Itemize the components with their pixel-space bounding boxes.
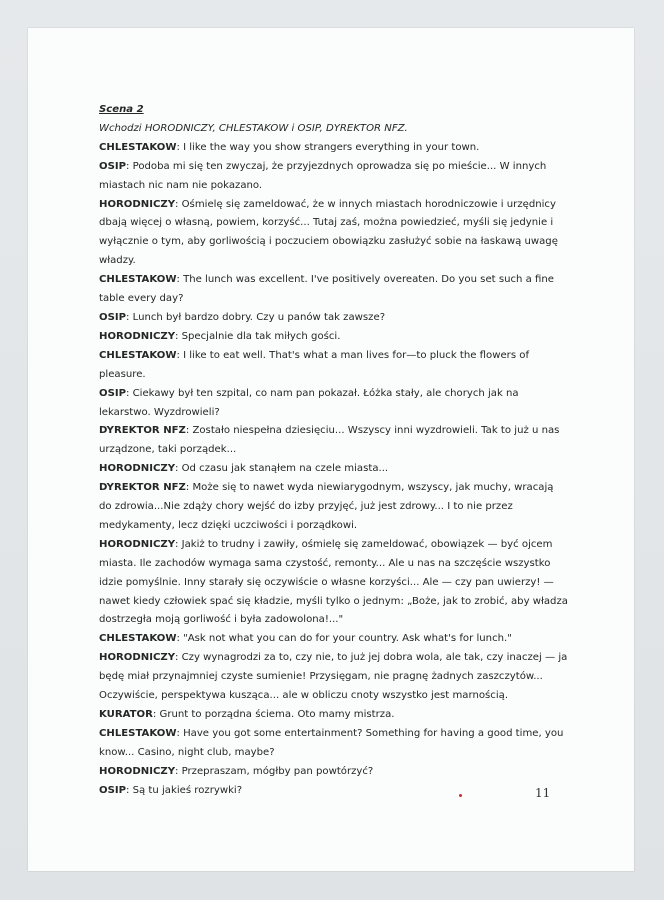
dialogue-line: DYREKTOR NFZ: Może się to nawet wyda niewiarygodnym, wszyscy, jak muchy, wracają do zdrowia...Nie zdąży chory wejść do izby przyjęć, już jest zdrowy... I to nie przez medykamenty, lecz dzięki uczciwości i porządkowi.: [99, 482, 554, 531]
play-text: [99, 101, 569, 801]
speaker-name: HORODNICZY: [99, 330, 175, 342]
speaker-name: OSIP: [99, 387, 127, 399]
speech-text: Ośmielę się zameldować, że w innych miastach horodniczowie i urzędnicy dbają więcej o własną, powiem, korzyść... Tutaj zaś, można powiedzieć, myśli się jedynie i wyłącznie o tym, aby gorliwością i poczuciem obowiązku zasłużyć sobie na łaskawą uwagę władzy.: [99, 198, 558, 267]
page-number: 11: [535, 786, 551, 800]
dialogue-line: HORODNICZY: Ośmielę się zameldować, że w innych miastach horodniczowie i urzędnicy dbają więcej o własną, powiem, korzyść... Tutaj zaś, można powiedzieć, myśli się jedynie i wyłącznie o tym, aby gorliwością i poczuciem obowiązku zasłużyć sobie na łaskawą uwagę władzy.: [99, 198, 558, 267]
speaker-name: HORODNICZY: [99, 198, 175, 210]
stage-direction: Wchodzi HORODNICZY, CHLESTAKOW i OSIP, DYREKTOR NFZ.: [99, 122, 408, 134]
dialogue-line: HORODNICZY: Specjalnie dla tak miłych gości.: [99, 330, 341, 342]
dialogue-line: CHLESTAKOW: The lunch was excellent. I've positively overeaten. Do you set such a fine table every day?: [99, 274, 554, 305]
scene-title: Scena 2: [99, 104, 144, 115]
speech-text: Są tu jakieś rozrywki?: [132, 784, 243, 796]
speech-text: Zostało niespełna dziesięciu... Wszyscy inni wyzdrowieli. Tak to już u nas urządzone, taki porządek...: [99, 425, 560, 456]
speech-text: Lunch był bardzo dobry. Czy u panów tak zawsze?: [132, 311, 386, 323]
speech-text: Może się to nawet wyda niewiarygodnym, wszyscy, jak muchy, wracają do zdrowia...Nie zdąży chory wejść do izby przyjęć, już jest zdrowy... I to nie przez medykamenty, lecz dzięki uczciwości i porządkowi.: [99, 482, 554, 531]
speech-text: Jakiż to trudny i zawiły, ośmielę się zameldować, obowiązek — być ojcem miasta. Ile zachodów wymaga sama czystość, remonty... Ale u nas na szczęście wszystko idzie pomyślnie. Inny starały się oczywiście o własne korzyści... Ale — czy pan uwierzy! — nawet kiedy człowiek spać się kładzie, myśli tylko o jednym: „Boże, jak to zrobić, aby władza dostrzegła moją gorliwość i była zadowolona!...": [99, 538, 568, 626]
speech-text: Grunt to porządna ściema. Oto mamy mistrza.: [159, 709, 395, 720]
speaker-name: CHLESTAKOW: [99, 633, 177, 645]
dialogue-line: DYREKTOR NFZ: Zostało niespełna dziesięciu... Wszyscy inni wyzdrowieli. Tak to już u nas urządzone, taki porządek...: [99, 425, 560, 456]
speech-text: "Ask not what you can do for your country. Ask what's for lunch.": [183, 633, 512, 645]
speaker-name: DYREKTOR NFZ: [99, 425, 186, 437]
dialogue-line: CHLESTAKOW: "Ask not what you can do for your country. Ask what's for lunch.": [99, 633, 512, 645]
speech-text: I like the way you show strangers everything in your town.: [183, 141, 480, 153]
dialogue-line: CHLESTAKOW: I like the way you show strangers everything in your town.: [99, 141, 480, 153]
speech-text: Od czasu jak stanąłem na czele miasta...: [181, 463, 389, 475]
dialogue-line: HORODNICZY: Jakiż to trudny i zawiły, ośmielę się zameldować, obowiązek — być ojcem miasta. Ile zachodów wymaga sama czystość, remonty... Ale u nas na szczęście wszystko idzie pomyślnie. Inny starały się oczywiście o własne korzyści... Ale — czy pan uwierzy! — nawet kiedy człowiek spać się kładzie, myśli tylko o jednym: „Boże, jak to zrobić, aby władza dostrzegła moją gorliwość i była zadowolona!...": [99, 538, 568, 626]
speaker-name: DYREKTOR NFZ: [99, 482, 186, 494]
dialogue-line: HORODNICZY: Od czasu jak stanąłem na czele miasta...: [99, 463, 389, 475]
red-ink-dot: [459, 794, 462, 797]
speaker-name: HORODNICZY: [99, 765, 175, 777]
speech-text: Have you got some entertainment? Something for having a good time, you know... Casino, night club, maybe?: [99, 727, 564, 758]
speech-text: The lunch was excellent. I've positively overeaten. Do you set such a fine table every day?: [99, 274, 554, 305]
speaker-name: OSIP: [99, 311, 127, 323]
dialogue-line: OSIP: Są tu jakieś rozrywki?: [99, 784, 243, 796]
speech-text: Ciekawy był ten szpital, co nam pan pokazał. Łóżka stały, ale chorych jak na lekarstwo. Wyzdrowieli?: [99, 387, 519, 418]
speaker-name: HORODNICZY: [99, 652, 175, 664]
speaker-name: CHLESTAKOW: [99, 141, 177, 153]
dialogue-line: CHLESTAKOW: Have you got some entertainment? Something for having a good time, you know... Casino, night club, maybe?: [99, 727, 564, 758]
speaker-name: CHLESTAKOW: [99, 727, 177, 739]
dialogue-line: KURATOR: Grunt to porządna ściema. Oto mamy mistrza.: [99, 709, 395, 720]
speaker-name: OSIP: [99, 160, 127, 172]
speaker-name: CHLESTAKOW: [99, 274, 177, 286]
speaker-name: CHLESTAKOW: [99, 349, 177, 361]
dialogue-line: OSIP: Podoba mi się ten zwyczaj, że przyjezdnych oprowadza się po mieście... W innych miastach nic nam nie pokazano.: [99, 160, 547, 191]
dialogue-line: HORODNICZY: Czy wynagrodzi za to, czy nie, to już jej dobra wola, ale tak, czy inaczej — ja będę miał przynajmniej czyste sumienie! Przysięgam, nie pragnę żadnych zaszczytów... Oczywiście, perspektywa kusząca... ale w obliczu cnoty wszystko jest marnością.: [99, 652, 568, 702]
speaker-name: KURATOR: [99, 709, 153, 720]
speech-text: Specjalnie dla tak miłych gości.: [181, 330, 341, 342]
speech-text: Podoba mi się ten zwyczaj, że przyjezdnych oprowadza się po mieście... W innych miastach nic nam nie pokazano.: [99, 160, 547, 191]
dialogue-line: OSIP: Lunch był bardzo dobry. Czy u panów tak zawsze?: [99, 311, 386, 323]
speech-text: Czy wynagrodzi za to, czy nie, to już jej dobra wola, ale tak, czy inaczej — ja będę miał przynajmniej czyste sumienie! Przysięgam, nie pragnę żadnych zaszczytów... Oczywiście, perspektywa kusząca... ale w obliczu cnoty wszystko jest marnością.: [99, 652, 568, 702]
speech-text: Przepraszam, mógłby pan powtórzyć?: [181, 765, 374, 777]
dialogue-line: CHLESTAKOW: I like to eat well. That's what a man lives for—to pluck the flowers of pleasure.: [99, 349, 530, 380]
speaker-name: OSIP: [99, 784, 127, 796]
speaker-name: HORODNICZY: [99, 538, 175, 550]
dialogue-list: [99, 139, 569, 801]
dialogue-line: OSIP: Ciekawy był ten szpital, co nam pan pokazał. Łóżka stały, ale chorych jak na lekarstwo. Wyzdrowieli?: [99, 387, 519, 418]
speech-text: I like to eat well. That's what a man lives for—to pluck the flowers of pleasure.: [99, 349, 530, 380]
speaker-name: HORODNICZY: [99, 463, 175, 475]
dialogue-line: HORODNICZY: Przepraszam, mógłby pan powtórzyć?: [99, 765, 374, 777]
document-page: [28, 28, 634, 871]
